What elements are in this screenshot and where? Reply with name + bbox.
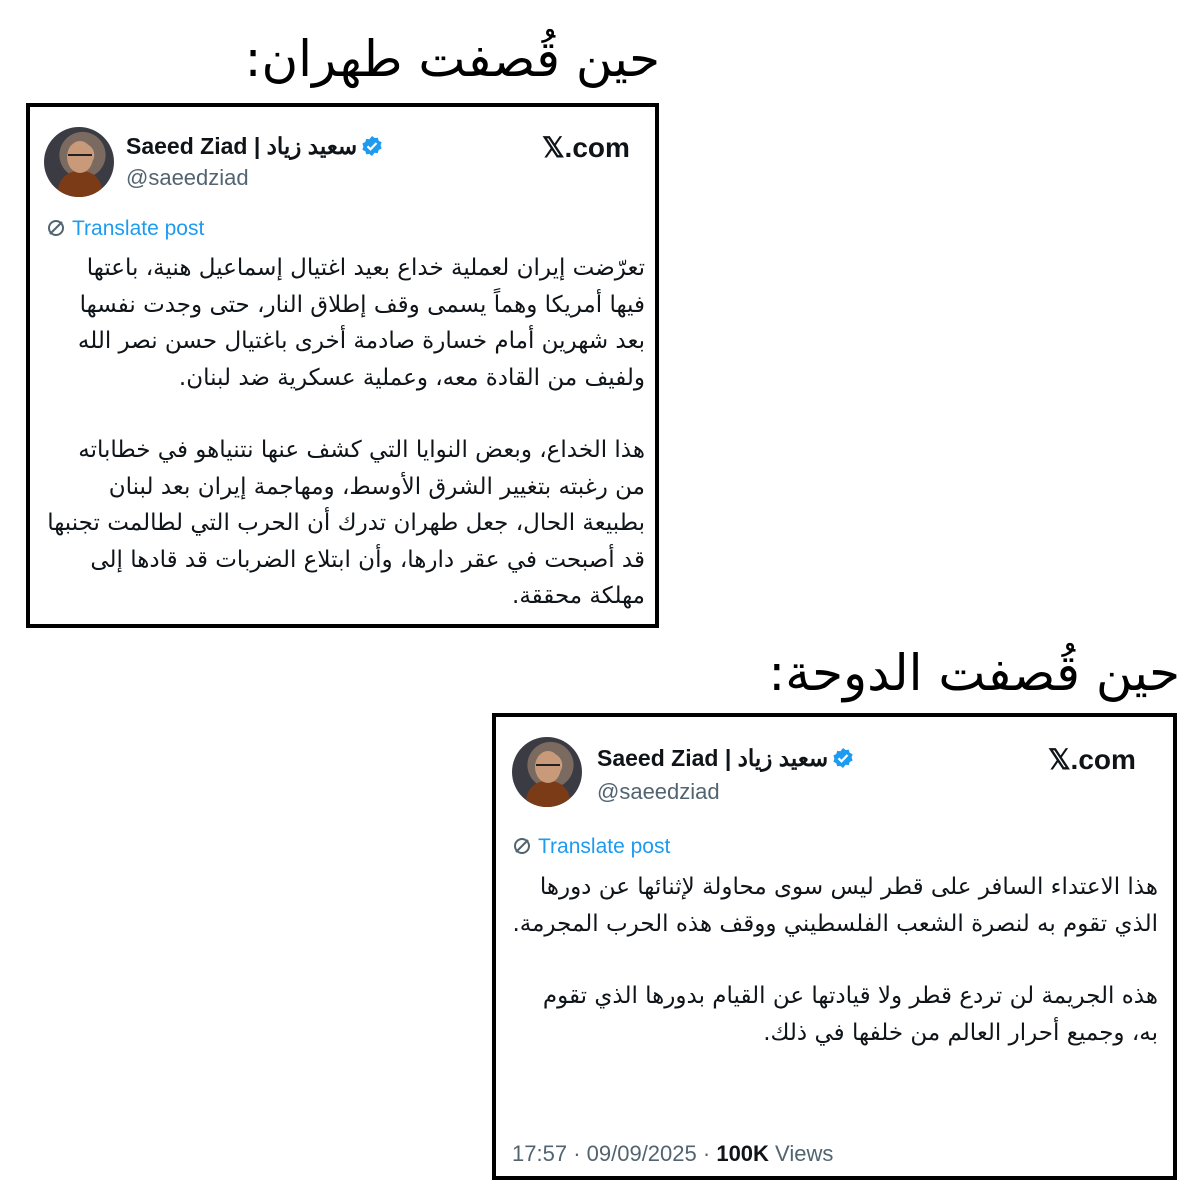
caption-doha: حين قُصفت الدوحة: <box>768 644 1180 702</box>
translate-post-link[interactable]: Translate post <box>46 217 204 241</box>
views-count: 100K <box>716 1141 769 1166</box>
tweet-paragraph-2: هذه الجريمة لن تردع قطر ولا قيادتها عن القيام بدورها الذي تقوم به، وجميع أحرار العالم من خلفها في ذلك. <box>542 983 1158 1046</box>
translate-post-link[interactable]: Translate post <box>512 835 670 859</box>
tweet-paragraph-2: هذا الخداع، وبعض النوايا التي كشف عنها نتنياهو في خطاباته من رغبته بتغيير الشرق الأوسط، ومهاجمة إيران بعد لبنان بطبيعة الحال، جعل طهران تدرك أن الحرب التي لطالمت تجنبها قد أصبحت في عقر دارها، وأن ابتلاع الضربات قد قادها إلى مهلكة محققة. <box>47 437 645 609</box>
tweet-card-2[interactable] <box>492 713 1177 1180</box>
avatar[interactable] <box>44 127 114 197</box>
tweet-text <box>44 250 645 615</box>
verified-badge-icon <box>832 747 854 775</box>
tweet-paragraph-1: هذا الاعتداء السافر على قطر ليس سوى محاولة لإثنائها عن دورها الذي تقوم به لنصرة الشعب الفلسطيني ووقف هذه الحرب المجرمة. <box>512 874 1158 937</box>
avatar[interactable] <box>512 737 582 807</box>
translate-icon <box>512 836 532 856</box>
tweet-paragraph-1: تعرّضت إيران لعملية خداع بعيد اغتيال إسماعيل هنية، باعتها فيها أمريكا وهماً يسمى وقف إطلاق النار، حتى وجدت نفسها بعد شهرين أمام خسارة صادمة أخرى باغتيال حسن نصر الله ولفيف من القادة معه، وعملية عسكرية ضد لبنان. <box>77 255 645 391</box>
user-name[interactable]: Saeed Ziad | سعيد زياد <box>126 133 387 163</box>
user-handle[interactable]: @saeedziad <box>597 779 720 804</box>
meta-separator: · <box>573 1141 581 1166</box>
user-name[interactable]: Saeed Ziad | سعيد زياد <box>597 745 858 775</box>
translate-icon <box>46 218 66 238</box>
x-logo[interactable]: 𝕏.com <box>542 132 630 163</box>
tweet-date[interactable]: 09/09/2025 <box>586 1141 697 1166</box>
verified-badge-icon <box>361 135 383 163</box>
user-handle[interactable]: @saeedziad <box>126 165 249 190</box>
meta-separator: · <box>702 1141 711 1166</box>
tweet-card-1[interactable] <box>26 103 659 628</box>
tweet-meta <box>512 1141 833 1167</box>
views-label: Views <box>775 1141 834 1166</box>
caption-tehran: حين قُصفت طهران: <box>244 30 660 88</box>
tweet-time[interactable]: 17:57 <box>512 1141 568 1166</box>
x-logo[interactable]: 𝕏.com <box>1048 744 1136 775</box>
tweet-text <box>512 869 1158 1051</box>
